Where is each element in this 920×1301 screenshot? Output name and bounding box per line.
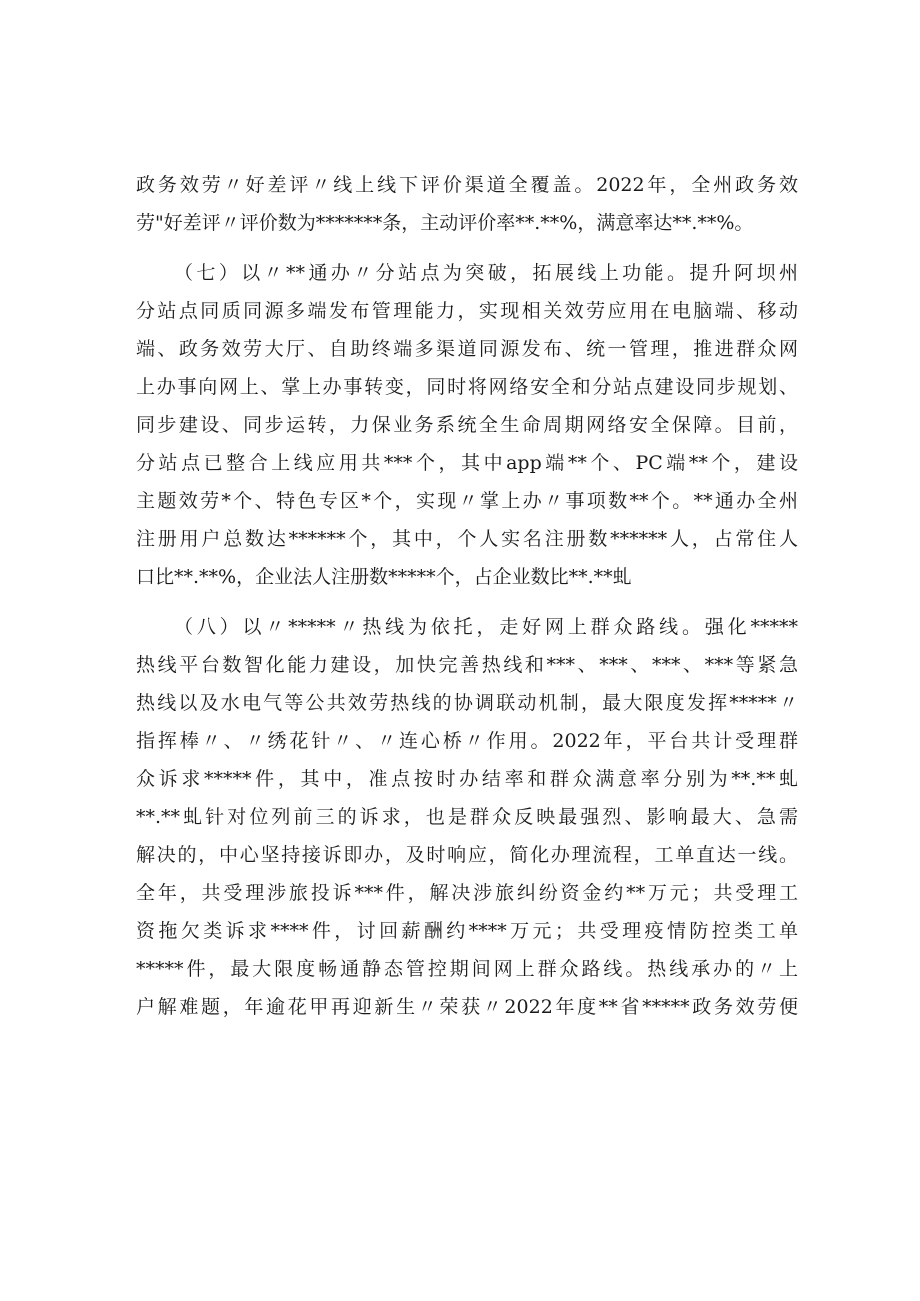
text-line: 分站点同质同源多端发布管理能力，实现相关效劳应用在电脑端、移动 [136,300,798,322]
text-line: 端、政务效劳大厅、自助终端多渠道同源发布、统一管理，推进群众网 [136,338,798,360]
text-line: 口比**.**%，企业法人注册数*****个，占企业数比**.**虬 [136,566,632,588]
paragraph-1 [136,166,798,242]
text-line: 解决的，中心坚持接诉即办，及时响应，简化办理流程，工单直达一线。 [136,844,798,866]
paragraph-gap [136,242,798,254]
text-line: 劳"好差评〃评价数为*******条，主动评价率**.**%，满意率达**.**%。 [136,212,754,234]
text-line: 众诉求*****件，其中，准点按时办结率和群众满意率分别为**.**虬 [136,768,798,790]
text-line: 全年，共受理涉旅投诉***件，解决涉旅纠纷资金约**万元；共受理工 [136,882,798,904]
text-line: 热线以及水电气等公共效劳热线的协调联动机制，最大限度发挥*****〃 [136,692,798,714]
paragraph-gap [136,596,798,608]
text-line: 指挥棒〃、〃绣花针〃、〃连心桥〃作用。2022年，平台共计受理群 [136,730,798,752]
text-line: 户解难题，年逾花甲再迎新生〃荣获〃2022年度**省*****政务效劳便 [136,996,798,1018]
text-line: **.**虬针对位列前三的诉求，也是群众反映最强烈、影响最大、急需 [136,806,798,828]
text-line: 同步建设、同步运转，力保业务系统全生命周期网络安全保障。目前， [136,414,798,436]
text-line: 热线平台数智化能力建设，加快完善热线和***、***、***、***等紧急 [136,654,798,676]
text-line: 政务效劳〃好差评〃线上线下评价渠道全覆盖。2022年，全州政务效 [136,174,798,196]
text-line: （八）以〃*****〃热线为依托，走好网上群众路线。强化***** [174,616,798,638]
document-body [136,166,798,1026]
text-line: 上办事向网上、掌上办事转变，同时将网络安全和分站点建设同步规划、 [136,376,798,398]
paragraph-3 [136,608,798,1026]
text-line: 注册用户总数达******个，其中，个人实名注册数******人，占常住人 [136,528,798,550]
text-line: 分站点已整合上线应用共***个，其中app端**个、PC端**个，建设 [136,452,798,474]
text-line: （七）以〃**通办〃分站点为突破，拓展线上功能。提升阿坝州 [174,262,798,284]
paragraph-2 [136,254,798,596]
text-line: 资拖欠类诉求****件，讨回薪酬约****万元；共受理疫情防控类工单 [136,920,798,942]
text-line: 主题效劳*个、特色专区*个，实现〃掌上办〃事项数**个。**通办全州 [136,490,798,512]
text-line: *****件，最大限度畅通静态管控期间网上群众路线。热线承办的〃上 [136,958,798,980]
